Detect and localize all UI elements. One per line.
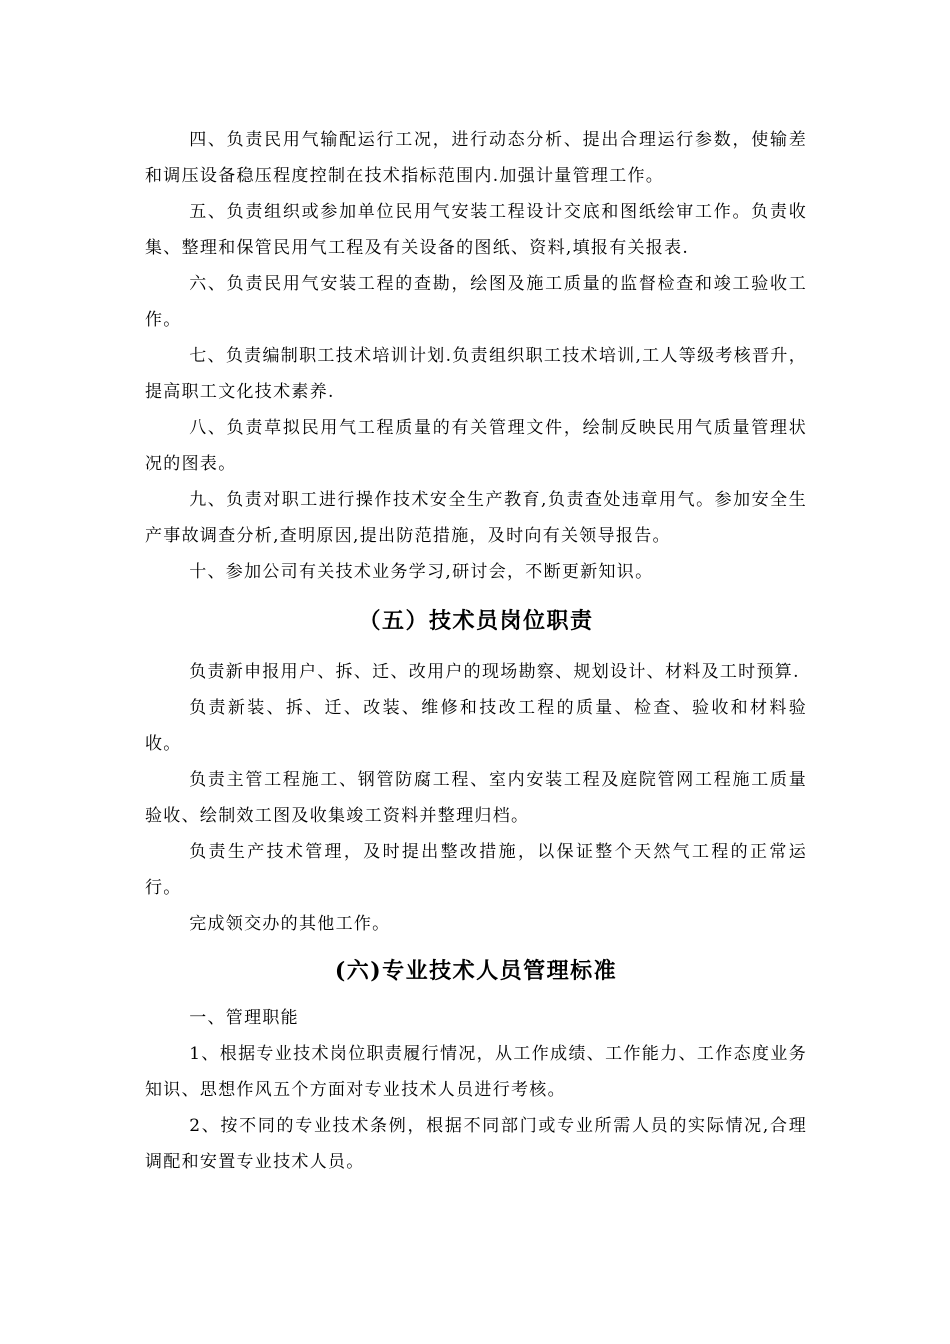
paragraph-technician-5: 完成领交办的其他工作。 xyxy=(189,914,391,934)
document-page xyxy=(145,122,807,1180)
section-title-technician-duties: （五）技术员岗位职责 xyxy=(358,608,594,634)
paragraph-technician-4: 负责生产技术管理，及时提出整改措施，以保证整个天然气工程的正常运行。 xyxy=(145,842,807,898)
paragraph-duty-10: 十、参加公司有关技术业务学习,研讨会，不断更新知识。 xyxy=(189,562,654,582)
paragraph-management-1: 1、根据专业技术岗位职责履行情况，从工作成绩、工作能力、工作态度业务知识、思想作风五个方面对专业技术人员进行考核。 xyxy=(145,1044,807,1100)
paragraph-management-2: 2、按不同的专业技术条例，根据不同部门或专业所需人员的实际情况,合理调配和安置专业技术人员。 xyxy=(145,1116,807,1172)
paragraph-technician-1: 负责新申报用户、拆、迁、改用户的现场勘察、规划设计、材料及工时预算. xyxy=(189,662,800,682)
paragraph-duty-7: 七、负责编制职工技术培训计划.负责组织职工技术培训,工人等级考核晋升，提高职工文化技术素养. xyxy=(145,346,807,402)
paragraph-duty-8: 八、负责草拟民用气工程质量的有关管理文件，绘制反映民用气质量管理状况的图表。 xyxy=(145,418,807,474)
paragraph-duty-4: 四、负责民用气输配运行工况，进行动态分析、提出合理运行参数，使输差和调压设备稳压程度控制在技术指标范围内.加强计量管理工作。 xyxy=(145,130,807,186)
paragraph-duty-9: 九、负责对职工进行操作技术安全生产教育,负责查处违章用气。参加安全生产事故调查分析,查明原因,提出防范措施，及时向有关领导报告。 xyxy=(145,490,807,546)
paragraph-technician-3: 负责主管工程施工、钢管防腐工程、室内安装工程及庭院管网工程施工质量验收、绘制效工图及收集竣工资料并整理归档。 xyxy=(145,770,807,826)
paragraph-technician-2: 负责新装、拆、迁、改装、维修和技改工程的质量、检查、验收和材料验收。 xyxy=(145,698,807,754)
paragraph-management-heading: 一、管理职能 xyxy=(189,1008,299,1028)
paragraph-duty-6: 六、负责民用气安装工程的查勘，绘图及施工质量的监督检查和竣工验收工作。 xyxy=(145,274,807,330)
paragraph-duty-5: 五、负责组织或参加单位民用气安装工程设计交底和图纸绘审工作。负责收集、整理和保管民用气工程及有关设备的图纸、资料,填报有关报表. xyxy=(145,202,807,258)
section-title-management-standard: (六)专业技术人员管理标准 xyxy=(334,958,618,984)
